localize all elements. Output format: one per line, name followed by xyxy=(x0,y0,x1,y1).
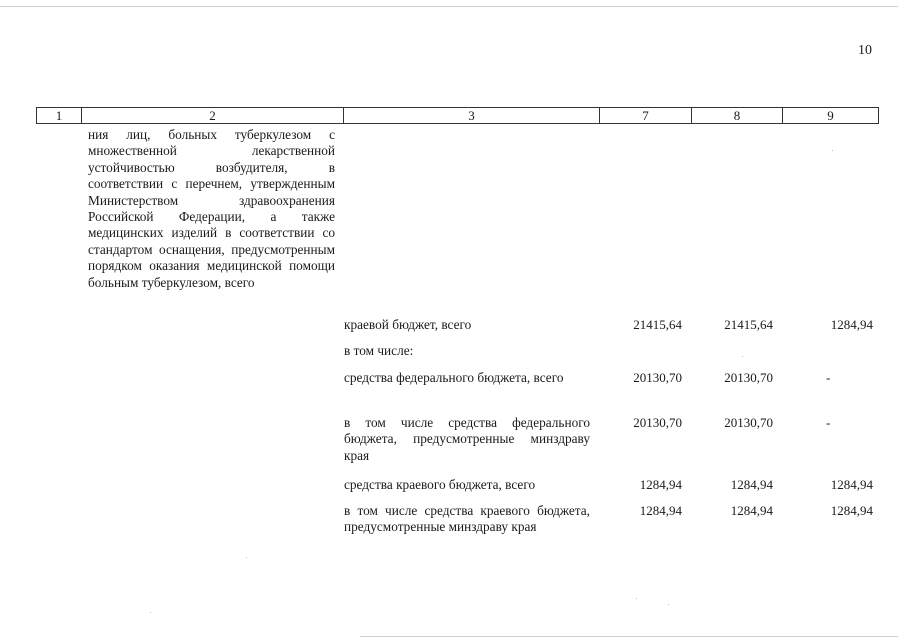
row-value-col8: 20130,70 xyxy=(724,370,773,385)
row-value-col9: 1284,94 xyxy=(830,317,873,332)
row-value-col7: 21415,64 xyxy=(633,317,682,332)
row-desc: в том числе средства краевого бюджета, предусмотренные минздраву края xyxy=(344,503,590,535)
row-value-col9: - xyxy=(826,415,831,430)
row-value-col7: 20130,70 xyxy=(633,415,682,430)
scan-speck xyxy=(668,604,669,605)
scan-speck xyxy=(832,150,833,151)
row-desc: средства краевого бюджета, всего xyxy=(344,477,536,492)
row-value-col7: 1284,94 xyxy=(639,503,682,518)
row-desc: средства федерального бюджета, всего xyxy=(344,370,564,385)
scan-speck xyxy=(636,598,637,599)
header-col-3: 3 xyxy=(344,108,600,123)
scan-speck xyxy=(246,557,247,558)
header-col-1: 1 xyxy=(37,108,82,123)
row-value-col9: - xyxy=(826,370,831,385)
scan-speck xyxy=(742,356,743,357)
scan-edge-top xyxy=(0,6,898,7)
header-col-8: 8 xyxy=(692,108,783,123)
row-value-col9: 1284,94 xyxy=(830,477,873,492)
row-desc: в том числе: xyxy=(344,343,414,358)
header-col-7: 7 xyxy=(600,108,692,123)
row-value-col8: 21415,64 xyxy=(724,317,773,332)
row-value-col9: 1284,94 xyxy=(830,503,873,518)
row-value-col7: 20130,70 xyxy=(633,370,682,385)
table-header-row xyxy=(36,107,879,124)
page-number: 10 xyxy=(858,43,872,58)
row-value-col8: 20130,70 xyxy=(724,415,773,430)
row-value-col8: 1284,94 xyxy=(730,503,773,518)
row-value-col7: 1284,94 xyxy=(639,477,682,492)
item-description: ния лиц, больных туберкулезом с множественной лекарственной устойчивостью возбудителя, в соответствии с перечнем, утвержденным Министерством здравоохранения Российской Федерации, а также медицинских изделий в соответствии со стандартом оснащения, предусмотренным порядком оказания медицинской помощи больным туберкулезом, всего xyxy=(88,127,335,290)
row-value-col8: 1284,94 xyxy=(730,477,773,492)
row-desc: в том числе средства федерального бюджета, предусмотренные минздраву края xyxy=(344,415,590,463)
scan-edge-bottom xyxy=(360,636,898,637)
scan-speck xyxy=(150,612,151,613)
header-col-9: 9 xyxy=(827,108,834,123)
row-desc: краевой бюджет, всего xyxy=(344,317,472,332)
header-col-2: 2 xyxy=(82,108,344,123)
